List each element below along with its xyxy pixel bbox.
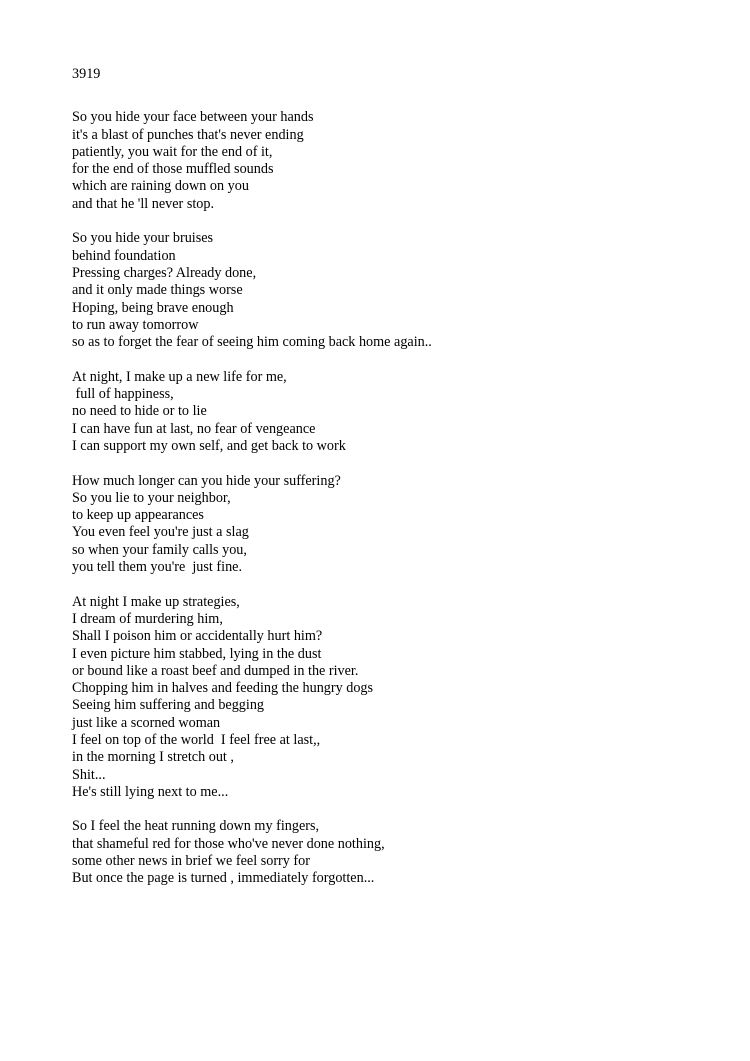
poem-line: I even picture him stabbed, lying in the dust: [72, 645, 322, 662]
stanza: [72, 109, 712, 213]
document-page: [72, 66, 712, 905]
poem-line: I can have fun at last, no fear of vengeance: [72, 420, 316, 437]
poem-line: to run away tomorrow: [72, 316, 199, 333]
poem-line: Seeing him suffering and begging: [72, 697, 265, 714]
poem-line: Hoping, being brave enough: [72, 299, 234, 316]
stanza: [72, 818, 712, 887]
poem-line: just like a scorned woman: [72, 714, 221, 731]
poem-line: So I feel the heat running down my fingers,: [72, 818, 320, 835]
poem-line: which are raining down on you: [72, 178, 249, 195]
poem-line: in the morning I stretch out ,: [72, 749, 234, 766]
poem-body: [72, 109, 712, 887]
poem-line: so when your family calls you,: [72, 541, 247, 558]
poem-line: Shall I poison him or accidentally hurt him?: [72, 628, 323, 645]
poem-line: and that he 'll never stop.: [72, 195, 215, 212]
poem-line: So you lie to your neighbor,: [72, 489, 231, 506]
poem-line: How much longer can you hide your suffering?: [72, 472, 341, 489]
poem-line: I dream of murdering him,: [72, 610, 223, 627]
poem-line: You even feel you're just a slag: [72, 524, 249, 541]
page-number: 3919: [72, 66, 101, 82]
poem-line: So you hide your bruises: [72, 230, 214, 247]
poem-line: full of happiness,: [72, 386, 174, 403]
poem-line: At night, I make up a new life for me,: [72, 368, 287, 385]
poem-line: Chopping him in halves and feeding the hungry dogs: [72, 680, 374, 697]
poem-line: that shameful red for those who've never done nothing,: [72, 835, 385, 852]
poem-line: At night I make up strategies,: [72, 593, 240, 610]
poem-line: But once the page is turned , immediately forgotten...: [72, 870, 375, 887]
poem-line: some other news in brief we feel sorry for: [72, 853, 310, 870]
poem-line: So you hide your face between your hands: [72, 109, 314, 126]
poem-line: no need to hide or to lie: [72, 403, 207, 420]
poem-line: and it only made things worse: [72, 282, 243, 299]
poem-line: I can support my own self, and get back to work: [72, 437, 346, 454]
poem-line: I feel on top of the world I feel free at last,,: [72, 731, 321, 748]
poem-line: Shit...: [72, 766, 106, 783]
poem-line: patiently, you wait for the end of it,: [72, 143, 273, 160]
poem-line: He's still lying next to me...: [72, 783, 229, 800]
poem-line: behind foundation: [72, 247, 176, 264]
stanza: [72, 473, 712, 577]
stanza: [72, 230, 712, 351]
stanza: [72, 594, 712, 802]
poem-line: to keep up appearances: [72, 507, 204, 524]
poem-line: it's a blast of punches that's never ending: [72, 126, 304, 143]
poem-line: for the end of those muffled sounds: [72, 161, 274, 178]
poem-line: or bound like a roast beef and dumped in the river.: [72, 662, 359, 679]
poem-line: Pressing charges? Already done,: [72, 264, 257, 281]
stanza: [72, 369, 712, 455]
poem-line: so as to forget the fear of seeing him coming back home again..: [72, 334, 432, 351]
poem-line: you tell them you're just fine.: [72, 559, 243, 576]
